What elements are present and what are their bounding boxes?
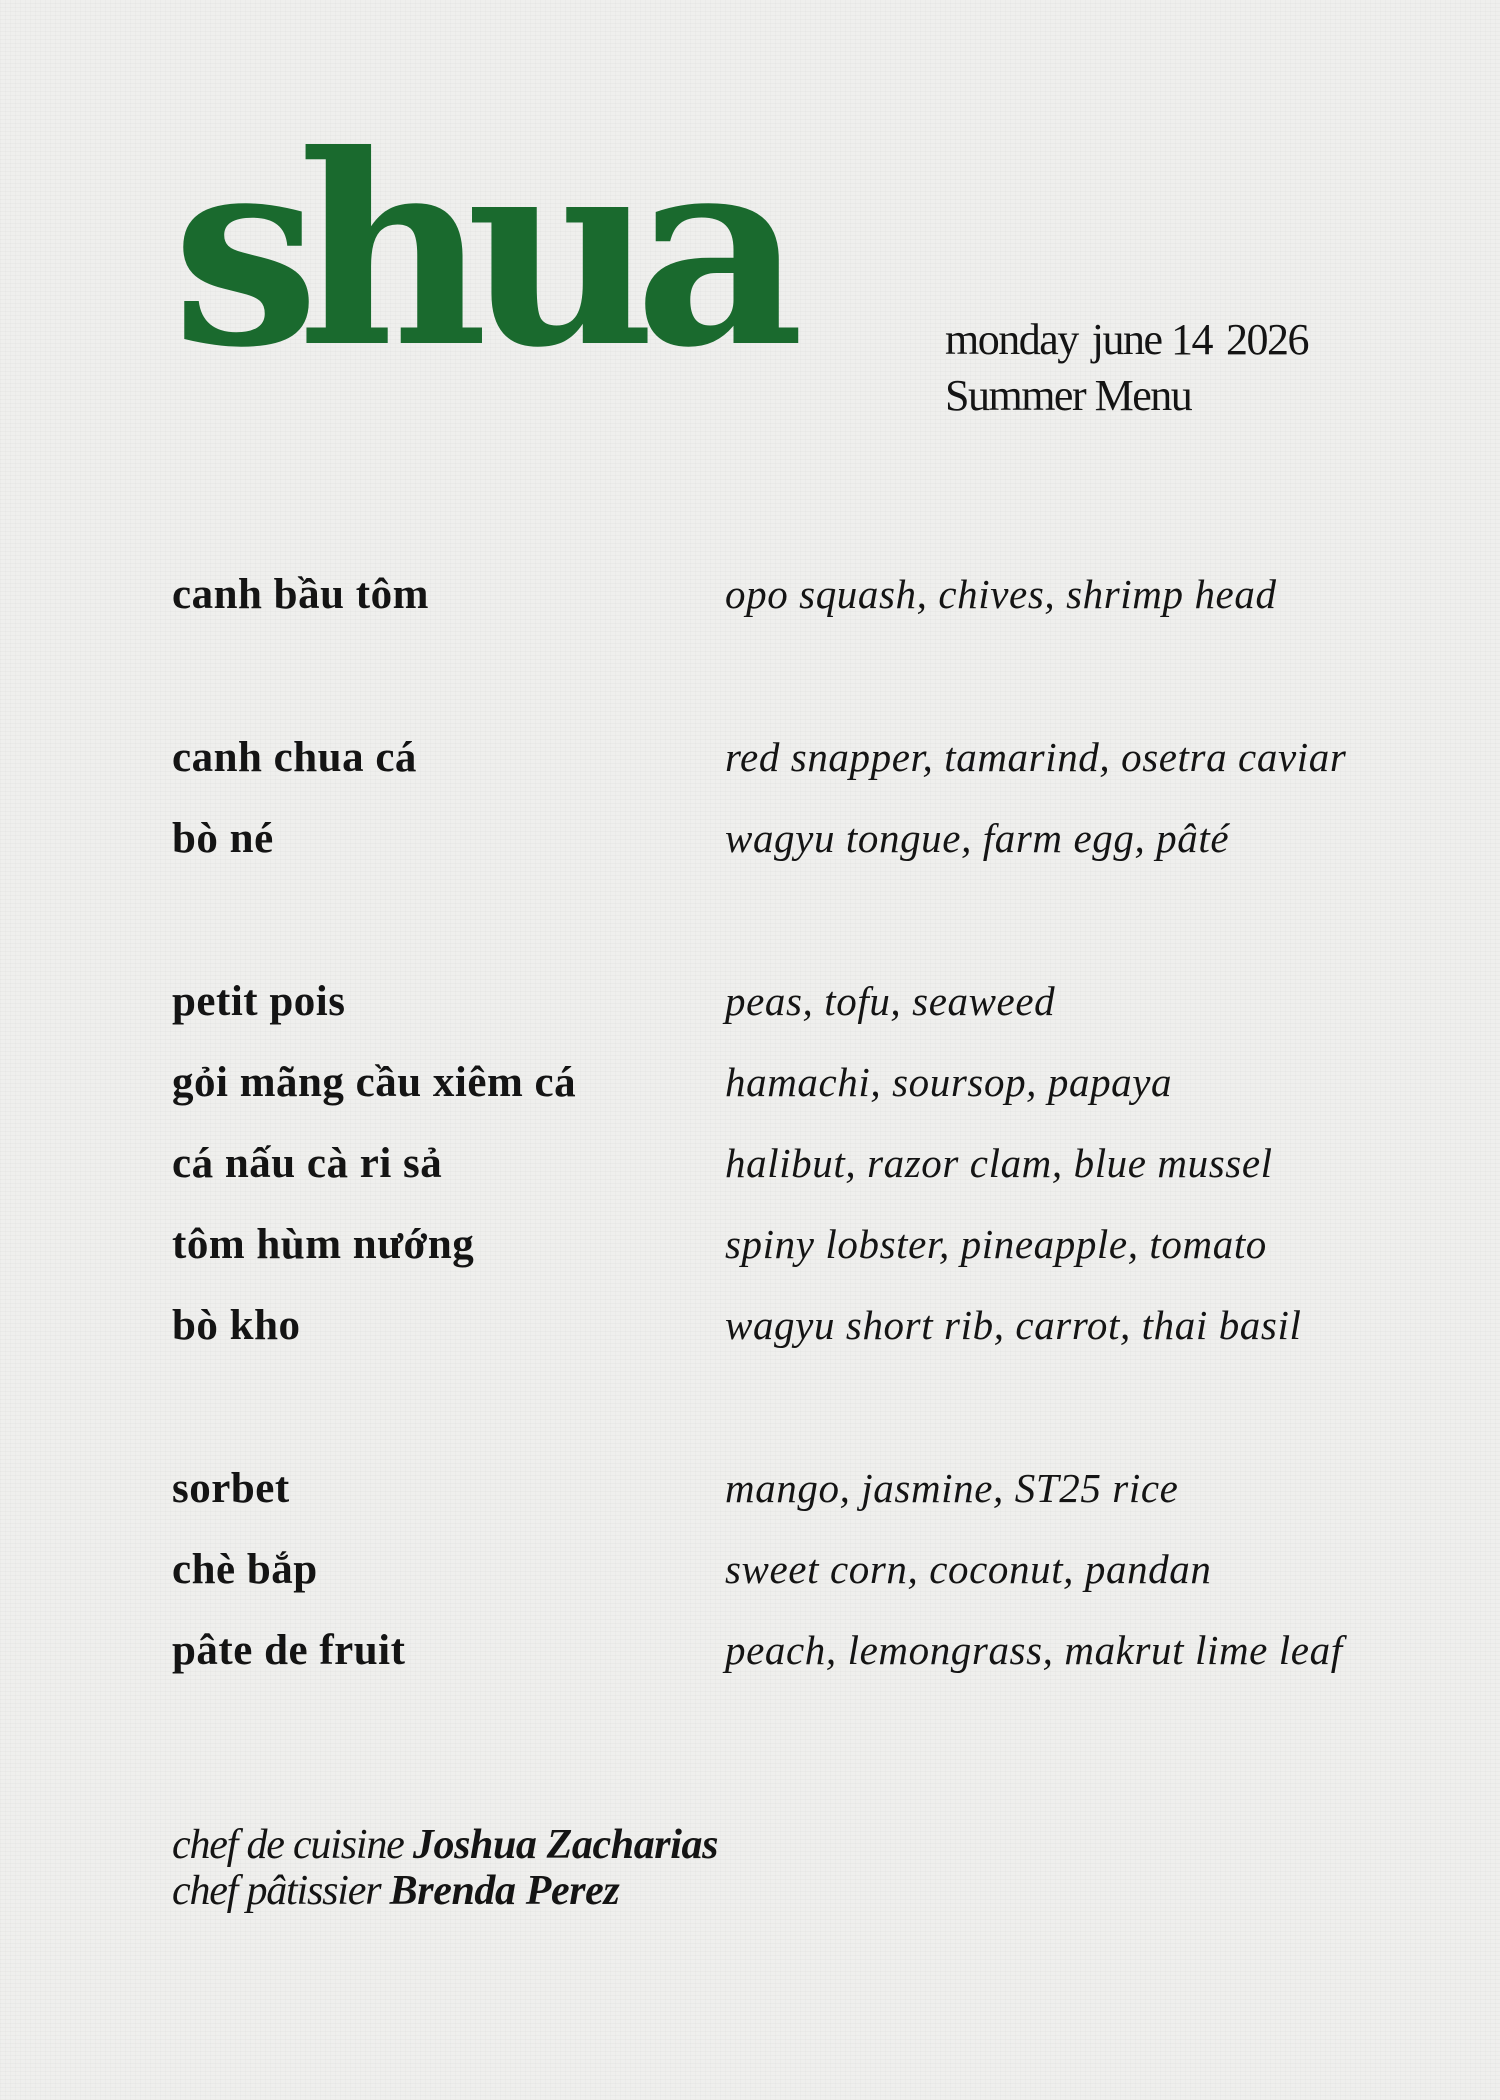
dish-name: bò né bbox=[172, 815, 274, 862]
menu-item bbox=[172, 1529, 1372, 1610]
credit-line bbox=[172, 1868, 718, 1914]
dish-name: petit pois bbox=[172, 978, 346, 1025]
menu-item bbox=[172, 1285, 1372, 1366]
dish-description: wagyu tongue, farm egg, pâté bbox=[725, 815, 1230, 861]
menu-item bbox=[172, 798, 1372, 879]
menu-title: Summer Menu bbox=[945, 371, 1192, 420]
course-3 bbox=[172, 961, 1372, 1366]
menu-item bbox=[172, 1448, 1372, 1529]
dish-name: canh chua cá bbox=[172, 734, 417, 781]
dish-description: hamachi, soursop, papaya bbox=[725, 1059, 1173, 1105]
restaurant-logo: shua bbox=[172, 97, 783, 405]
menu-item bbox=[172, 1123, 1372, 1204]
dish-description: mango, jasmine, ST25 rice bbox=[725, 1465, 1179, 1511]
menu-day: monday bbox=[945, 315, 1078, 364]
course-1 bbox=[172, 554, 1372, 635]
menu-year: 2026 bbox=[1226, 315, 1309, 364]
dish-name: tôm hùm nướng bbox=[172, 1221, 475, 1268]
credit-name: Joshua Zacharias bbox=[412, 1822, 719, 1868]
dish-name: cá nấu cà ri sả bbox=[172, 1140, 443, 1187]
dish-description: peach, lemongrass, makrut lime leaf bbox=[725, 1627, 1343, 1673]
dish-description: halibut, razor clam, blue mussel bbox=[725, 1140, 1273, 1186]
dish-name: chè bắp bbox=[172, 1546, 318, 1593]
course-2 bbox=[172, 717, 1372, 879]
menu-item bbox=[172, 717, 1372, 798]
dish-description: wagyu short rib, carrot, thai basil bbox=[725, 1302, 1302, 1348]
menu-header-meta bbox=[945, 312, 1308, 424]
menu-item bbox=[172, 1204, 1372, 1285]
dish-description: spiny lobster, pineapple, tomato bbox=[725, 1221, 1267, 1267]
dish-name: sorbet bbox=[172, 1465, 290, 1512]
credit-line bbox=[172, 1822, 718, 1868]
dish-description: peas, tofu, seaweed bbox=[725, 978, 1056, 1024]
dish-description: opo squash, chives, shrimp head bbox=[725, 571, 1277, 617]
dish-name: pâte de fruit bbox=[172, 1627, 406, 1674]
credit-role: chef pâtissier bbox=[172, 1868, 381, 1914]
dish-name: canh bầu tôm bbox=[172, 571, 429, 618]
dish-description: red snapper, tamarind, osetra caviar bbox=[725, 734, 1347, 780]
credit-role: chef de cuisine bbox=[172, 1822, 404, 1868]
chef-credits bbox=[172, 1822, 718, 1914]
dish-description: sweet corn, coconut, pandan bbox=[725, 1546, 1212, 1592]
course-4 bbox=[172, 1448, 1372, 1691]
credit-name: Brenda Perez bbox=[389, 1868, 620, 1914]
dish-name: bò kho bbox=[172, 1302, 301, 1349]
menu-item bbox=[172, 1610, 1372, 1691]
menu-month-day: june 14 bbox=[1091, 315, 1213, 364]
menu-item bbox=[172, 554, 1372, 635]
menu-date bbox=[945, 312, 1308, 368]
menu-item bbox=[172, 961, 1372, 1042]
dish-name: gỏi mãng cầu xiêm cá bbox=[172, 1059, 577, 1106]
menu-item bbox=[172, 1042, 1372, 1123]
